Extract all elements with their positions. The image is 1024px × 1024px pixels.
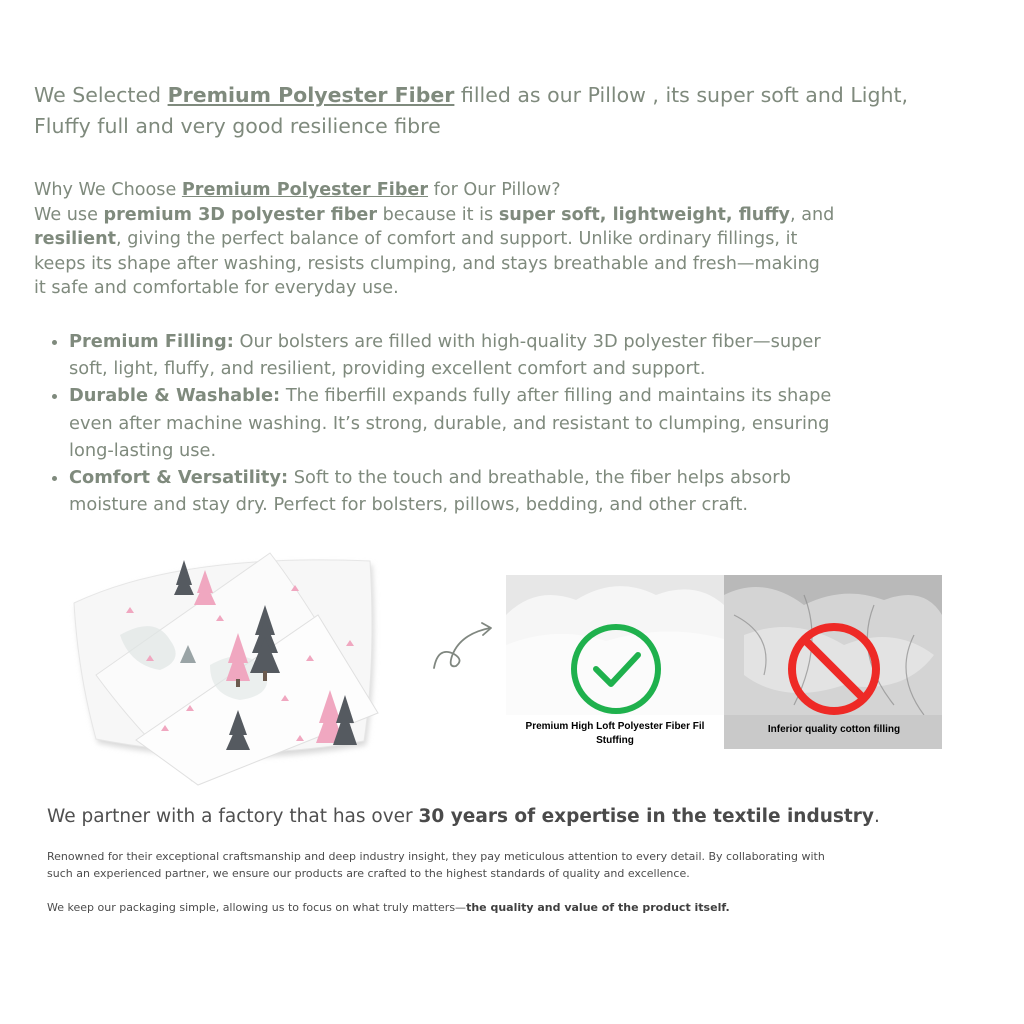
bullet-title: Durable & Washable: — [69, 385, 281, 407]
why-bold-1: premium 3D polyester fiber — [103, 204, 378, 225]
packaging-bold: the quality and value of the product itself. — [466, 901, 730, 914]
intro-pre: We Selected — [34, 83, 168, 107]
why-text-6: it safe and comfortable for everyday use. — [34, 278, 399, 298]
why-text-3: , and — [790, 204, 835, 225]
why-section — [34, 178, 994, 301]
bullet-line: moisture and stay dry. Perfect for bolsters, pillows, bedding, and other craft. — [69, 494, 749, 516]
why-text-1: We use — [34, 204, 104, 225]
list-item — [69, 382, 989, 464]
premium-fiber-caption — [512, 720, 718, 748]
bullet-title: Premium Filling: — [69, 331, 234, 352]
partner-description — [47, 848, 977, 882]
intro-highlight: Premium Polyester Fiber — [167, 83, 455, 107]
partner-statement — [47, 804, 1007, 830]
why-text-2: because it is — [377, 204, 499, 225]
bullet-line: Soft to the touch and breathable, the fiber helps absorb — [288, 467, 791, 489]
partner-desc-line2: such an experienced partner, we ensure our products are crafted to the highest standards of quality and excellence. — [47, 867, 690, 880]
fiber-comparison — [506, 575, 942, 749]
premium-caption-line2: Stuffing — [596, 735, 634, 746]
check-circle-icon — [566, 619, 666, 719]
packaging-note — [47, 899, 977, 916]
why-text-5: keeps its shape after washing, resists clumping, and stays breathable and fresh—making — [34, 253, 820, 274]
feature-list — [48, 328, 989, 518]
partner-bold: 30 years of expertise in the textile industry — [418, 806, 874, 827]
partner-pre: We partner with a factory that has over — [47, 806, 419, 827]
list-item — [69, 464, 989, 518]
inferior-cotton-caption: Inferior quality cotton filling — [767, 724, 901, 735]
pillow-product-image — [60, 545, 405, 790]
why-question-highlight: Premium Polyester Fiber — [181, 180, 429, 200]
intro-heading — [34, 80, 1004, 142]
partner-post: . — [873, 806, 880, 827]
bullet-line: long-lasting use. — [69, 439, 217, 461]
why-bold-3: resilient — [34, 229, 117, 249]
intro-line2: Fluffy full and very good resilience fibre — [34, 114, 441, 138]
partner-desc-line1: Renowned for their exceptional craftsmanship and deep industry insight, they pay meticulous attention to every detail. By collaborating with — [47, 850, 825, 863]
why-text-4: , giving the perfect balance of comfort and support. Unlike ordinary fillings, it — [116, 229, 798, 249]
intro-line1-post: filled as our Pillow , its super soft and Light, — [454, 83, 909, 107]
list-item — [69, 328, 989, 382]
packaging-pre: We keep our packaging simple, allowing us to focus on what truly matters— — [47, 901, 467, 914]
premium-caption-line1: Premium High Loft Polyester Fiber Fil — [525, 721, 705, 732]
why-bold-2: super soft, lightweight, fluffy — [498, 204, 791, 225]
premium-fiber-panel — [506, 575, 724, 749]
bullet-line: The fiberfill expands fully after filling and maintains its shape — [280, 385, 832, 407]
curved-arrow-icon — [426, 616, 498, 676]
why-question-pre: Why We Choose — [34, 180, 182, 200]
prohibited-icon — [784, 619, 884, 719]
bullet-line: Our bolsters are filled with high-quality 3D polyester fiber—super — [233, 331, 821, 352]
why-question-post: for Our Pillow? — [428, 180, 561, 200]
bullet-title: Comfort & Versatility: — [69, 467, 289, 489]
bullet-line: even after machine washing. It’s strong, durable, and resistant to clumping, ensuring — [69, 412, 830, 434]
inferior-cotton-panel — [724, 575, 942, 749]
bullet-line: soft, light, fluffy, and resilient, providing excellent comfort and support. — [69, 358, 706, 380]
